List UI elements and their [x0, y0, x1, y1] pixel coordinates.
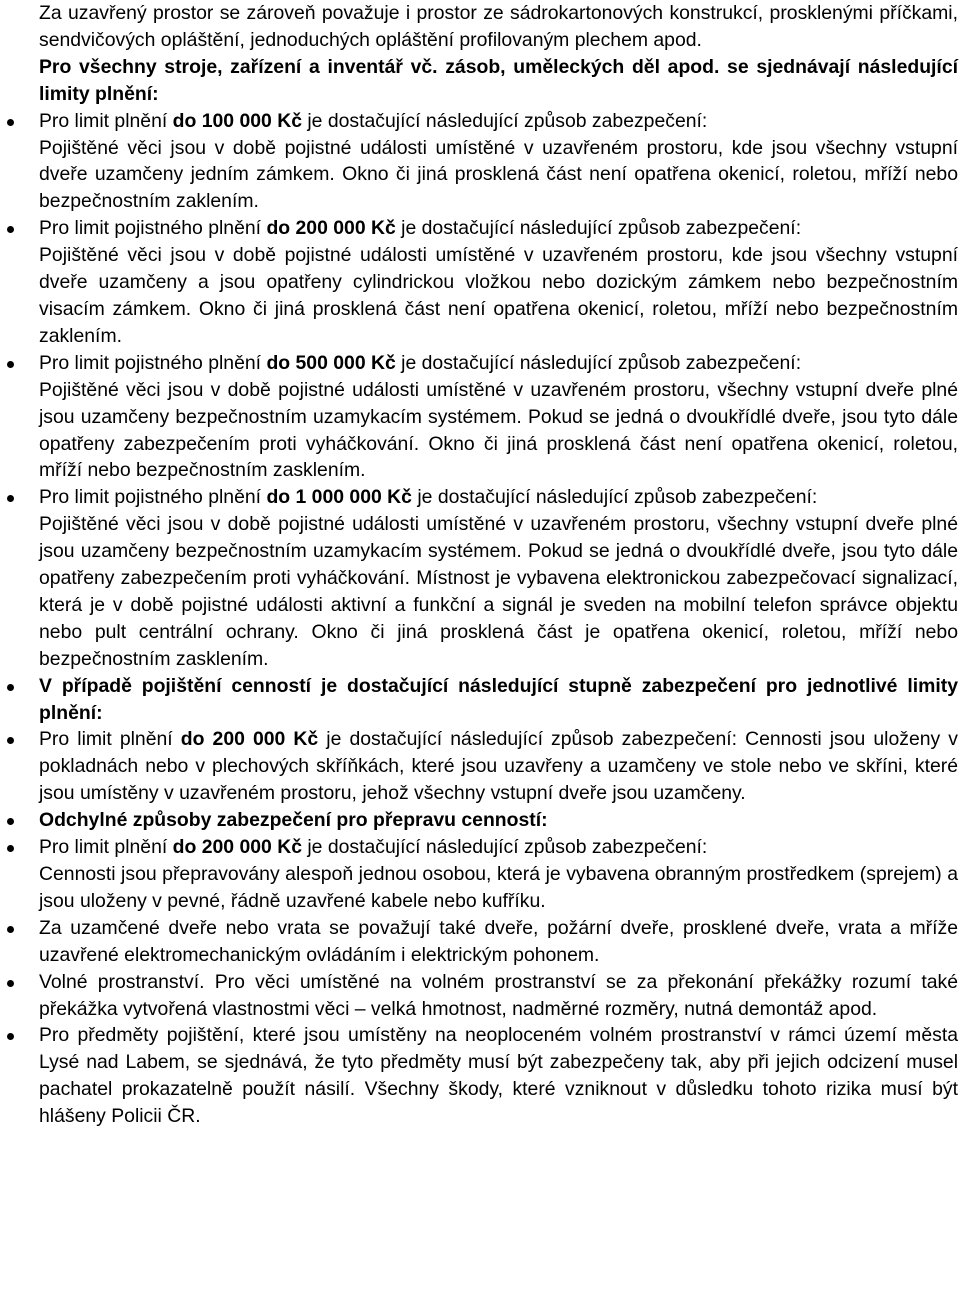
list-item-lead [39, 484, 958, 511]
list-item-text: Pro předměty pojištění, které jsou umístěny na neoploceném volném prostranství v rámci území města Lysé nad Labem, se sjednává, že tyto předměty musí být zabezpečeny tak, aby při jejich odcizení musel pachatel prokazatelně použít násilí. Všechny škody, které vzniknout v důsledku tohoto rizika musí být hlášeny Policii ČR. [39, 1024, 958, 1128]
bullet-icon [7, 980, 14, 987]
list-item-body: Pojištěné věci jsou v době pojistné události umístěné v uzavřeném prostoru, všechny vstupní dveře plné jsou uzamčeny bezpečnostním uzamykacím systémem. Pokud se jedná o dvoukřídlé dveře, jsou tyto dále opatřeny zabezpečením proti vyháčkování. Okno či jiná prosklená část není opatřena okenicí, roletou, mříží nebo bezpečnostním zasklením. [39, 378, 958, 482]
list-item-body: Pojištěné věci jsou v době pojistné události umístěné v uzavřeném prostoru, všechny vstupní dveře plné jsou uzamčeny bezpečnostním uzamykacím systémem. Pokud se jedná o dvoukřídlé dveře, jsou tyto dále opatřeny zabezpečením proti vyháčkování. Místnost je vybavena elektronickou zabezpečovací signalizací, která je v době pojistné události aktivní a funkční a signál je sveden na mobilní telefon správce objektu nebo pult centrální ochrany. Okno či jiná prosklená část je opatřena okenicí, roletou, mříží nebo bezpečnostním zasklením. [39, 513, 958, 670]
heading-text: Pro všechny stroje, zařízení a inventář vč. zásob, uměleckých děl apod. se sjednávají následující limity plnění: [39, 55, 958, 105]
heading-text: Odchylné způsoby zabezpečení pro přepravu cenností: [39, 809, 548, 832]
bullet-icon [7, 119, 14, 126]
heading-machinery-limits [0, 54, 960, 108]
lead-pre: Pro limit plnění [39, 728, 181, 751]
heading-text: V případě pojištění cenností je dostačující následující stupně zabezpečení pro jednotlivé limity plnění: [39, 674, 958, 724]
bullet-icon [7, 1033, 14, 1040]
lead-post: je dostačující následující způsob zabezpečení: [411, 486, 818, 509]
bullet-icon [7, 737, 14, 744]
list-item-valuables-heading [0, 673, 960, 727]
list-item-lead [39, 350, 958, 377]
lead-pre: Pro limit plnění [39, 836, 173, 859]
list-item-lead [39, 108, 958, 135]
bullet-icon [7, 845, 14, 852]
bullet-icon [7, 926, 14, 933]
bullet-icon [7, 361, 14, 368]
lead-post: je dostačující následující způsob zabezpečení: [301, 836, 708, 859]
lead-amount: do 200 000 Kč [172, 836, 302, 859]
list-item-text: Za uzamčené dveře nebo vrata se považují také dveře, požární dveře, prosklené dveře, vrata a mříže uzavřené elektromechanickým ovládáním i elektrickým pohonem. [39, 916, 958, 966]
paragraph-text: Za uzavřený prostor se zároveň považuje i prostor ze sádrokartonových konstrukcí, prosklenými příčkami, sendvičových opláštění, jednoduchých opláštění profilovaným plechem apod. [39, 2, 958, 51]
lead-pre: Pro limit plnění [39, 109, 173, 132]
lead-post: je dostačující následující způsob zabezpečení: [395, 351, 802, 374]
list-item-transport-200000 [0, 834, 960, 915]
list-item-limit-200000 [0, 215, 960, 350]
lead-amount: do 500 000 Kč [266, 351, 396, 374]
lead-pre: Pro limit pojistného plnění [39, 217, 267, 240]
list-item-body: Cennosti jsou přepravovány alespoň jednou osobou, která je vybavena obranným prostředkem (sprejem) a jsou uloženy v pevné, řádně uzavřené kabele nebo kufříku. [39, 863, 958, 912]
list-item-lead [39, 834, 958, 861]
list-item-text: Volné prostranství. Pro věci umístěné na volném prostranství se za překonání překážky rozumí také překážka vytvořená vlastnostmi věci – velká hmotnost, nadměrné rozměry, nutná demontáž apod. [39, 970, 958, 1020]
bullet-icon [7, 226, 14, 233]
paragraph-enclosed-space [0, 0, 960, 54]
list-item-open-space [0, 969, 960, 1023]
list-item-body: Pojištěné věci jsou v době pojistné události umístěné v uzavřeném prostoru, kde jsou všechny vstupní dveře uzamčeny a jsou opatřeny cylindrickou vložkou nebo dozickým zámkem nebo bezpečnostním visacím zámkem. Okno či jiná prosklená část není opatřena okenicí, roletou, mříží nebo bezpečnostním zaklením. [39, 244, 958, 347]
bullet-icon [7, 495, 14, 502]
lead-post: je dostačující následující způsob zabezpečení: [301, 109, 708, 132]
lead-amount: do 1 000 000 Kč [266, 486, 412, 509]
bullet-icon [7, 818, 14, 825]
lead-amount: do 100 000 Kč [172, 109, 302, 132]
list-item-lead [39, 215, 958, 242]
list-item-limit-500000 [0, 350, 960, 485]
list-item-limit-1000000 [0, 484, 960, 672]
lead-post: je dostačující následující způsob zabezpečení: [395, 217, 802, 240]
lead-post: je dostačující následující způsob zabezpečení: Cennosti jsou uloženy v pokladnách nebo v plechových skříňkách, které jsou uzavřeny a uzamčeny ve stole nebo ve skříni, které jsou umístěny v uzavřeném prostoru, jehož všechny vstupní dveře jsou uzamčeny. [39, 728, 959, 805]
list-item-body: Pojištěné věci jsou v době pojistné události umístěné v uzavřeném prostoru, kde jsou všechny vstupní dveře uzamčeny jedním zámkem. Okno či jiná prosklená část není opatřena okenicí, roletou, mříží nebo bezpečnostním zaklením. [39, 136, 958, 213]
bullet-icon [7, 684, 14, 691]
list-item-valuables-200000 [0, 726, 960, 807]
lead-amount: do 200 000 Kč [266, 217, 396, 240]
list-item-transport-heading [0, 807, 960, 834]
lead-pre: Pro limit pojistného plnění [39, 351, 267, 374]
list-item-unfenced-space [0, 1022, 960, 1130]
lead-amount: do 200 000 Kč [180, 728, 319, 751]
lead-pre: Pro limit pojistného plnění [39, 486, 267, 509]
list-item-limit-100000 [0, 108, 960, 216]
list-item-locked-doors [0, 915, 960, 969]
